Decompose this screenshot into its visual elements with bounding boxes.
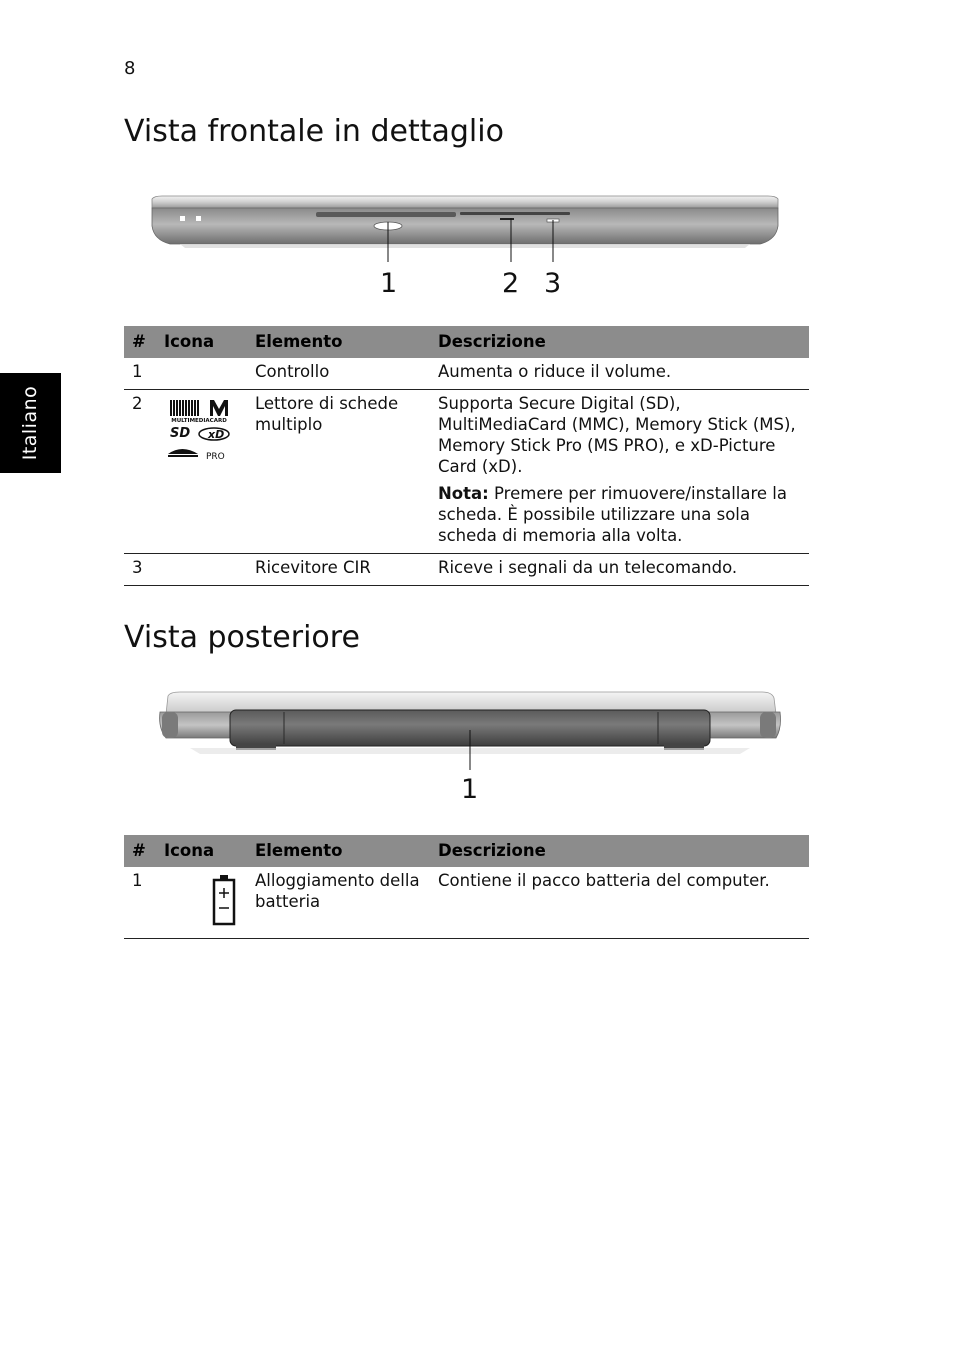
row-element: Controllo <box>247 358 430 390</box>
row-description: Contiene il pacco batteria del computer. <box>430 867 809 939</box>
header-icon: Icona <box>156 326 247 358</box>
card-reader-logos-icon <box>156 390 247 554</box>
front-view-table <box>124 326 809 586</box>
battery-icon <box>156 867 247 939</box>
front-view-title: Vista frontale in dettaglio <box>124 114 504 149</box>
svg-text:xD: xD <box>208 428 225 441</box>
row-number: 3 <box>124 554 156 586</box>
row-icon-empty <box>156 358 247 390</box>
header-element: Elemento <box>247 326 430 358</box>
note-text: Premere per rimuovere/installare la scheda. È possibile utilizzare una sola scheda di memoria alla volta. <box>438 484 787 545</box>
rear-view-table <box>124 835 809 939</box>
front-callout-1: 1 <box>380 268 398 299</box>
rear-view-title: Vista posteriore <box>124 620 360 655</box>
table-row <box>124 867 809 939</box>
row-description: Riceve i segnali da un telecomando. <box>430 554 809 586</box>
row-number: 2 <box>124 390 156 554</box>
row-element: Alloggiamento della batteria <box>247 867 430 939</box>
svg-text:SD: SD <box>170 426 191 441</box>
header-icon: Icona <box>156 835 247 867</box>
front-callout-2: 2 <box>502 268 520 299</box>
svg-text:PRO: PRO <box>206 452 225 462</box>
laptop-rear-view-image <box>150 688 790 810</box>
header-number: # <box>124 326 156 358</box>
header-number: # <box>124 835 156 867</box>
row-description: Supporta Secure Digital (SD), MultiMediaCard (MMC), Memory Stick (MS), Memory Stick Pro (MS PRO), e xD-Picture Card (xD). <box>438 394 796 476</box>
table-row <box>124 390 809 554</box>
laptop-front-view-image <box>140 190 790 310</box>
row-description: Aumenta o riduce il volume. <box>430 358 809 390</box>
row-description-cell <box>430 390 809 554</box>
row-element: Lettore di schede multiplo <box>247 390 430 554</box>
row-icon-empty <box>156 554 247 586</box>
language-side-tab <box>0 373 61 473</box>
note-label: Nota: <box>438 484 489 503</box>
front-callout-3: 3 <box>544 268 562 299</box>
table-header-row <box>124 326 809 358</box>
row-element: Ricevitore CIR <box>247 554 430 586</box>
table-row <box>124 358 809 390</box>
table-row <box>124 554 809 586</box>
page-number: 8 <box>124 58 136 79</box>
header-description: Descrizione <box>430 326 809 358</box>
side-tab-label: Italiano <box>19 385 41 461</box>
rear-callout-1: 1 <box>461 774 479 805</box>
row-note <box>438 483 801 546</box>
row-number: 1 <box>124 358 156 390</box>
header-description: Descrizione <box>430 835 809 867</box>
table-header-row <box>124 835 809 867</box>
row-number: 1 <box>124 867 156 939</box>
header-element: Elemento <box>247 835 430 867</box>
svg-text:MULTIMEDIACARD: MULTIMEDIACARD <box>171 418 227 424</box>
